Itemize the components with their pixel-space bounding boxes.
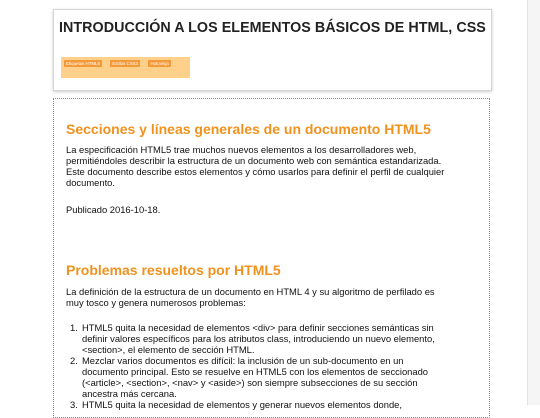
text-line: <section>, el elemento de sección HTML. <box>82 344 255 355</box>
text-line: HTML5 quita la necesidad de elementos y generar nuevos elementos donde, <box>82 399 402 410</box>
list-number: 3. <box>70 399 78 410</box>
text-line: documento. <box>66 177 115 188</box>
published-date: Publicado 2016-10-18. <box>66 204 161 215</box>
nav-bar <box>61 57 190 78</box>
nav-link-third[interactable]: Hotovinja <box>150 61 169 66</box>
page-header <box>53 9 492 91</box>
section2-paragraph <box>66 286 486 308</box>
text-line: La especificación HTML5 trae muchos nuevos elementos a los desarrolladores web, <box>66 144 417 155</box>
list-item <box>66 355 481 399</box>
text-line: La definición de la estructura de un documento en HTML 4 y su algoritmo de perfilado es <box>66 286 435 297</box>
text-line: (<article>, <section>, <nav> y <aside>) son siempre subsecciones de su sección <box>82 377 418 388</box>
text-line: HTML5 quita la necesidad de elementos <div> para definir secciones semánticas sin <box>82 322 434 333</box>
section1-paragraph <box>66 144 486 188</box>
text-line: definir valores específicos para los atributos class, introduciendo un nuevo elemento, <box>82 333 435 344</box>
page-scrollbar[interactable] <box>527 0 540 405</box>
text-line: Mezclar varios documentos es difícil: la inclusión de un sub-documento en un <box>82 355 404 366</box>
list-number: 1. <box>70 322 78 333</box>
text-line: ancestra más cercana. <box>82 388 177 399</box>
nav-link-html5[interactable]: Etiquetas HTML5 <box>66 61 100 66</box>
text-line: Este documento describe estos elementos y cómo usarlos para definir el perfil de cualquier <box>66 166 445 177</box>
section-heading-problemas: Problemas resueltos por HTML5 <box>66 262 281 278</box>
section-heading-secciones: Secciones y líneas generales de un documento HTML5 <box>66 121 431 137</box>
page-title: INTRODUCCIÓN A LOS ELEMENTOS BÁSICOS DE HTML, CSS <box>59 20 486 36</box>
list-item <box>66 322 481 355</box>
nav-link-css3[interactable]: Estilos CSS3 <box>112 61 138 66</box>
list-number: 2. <box>70 355 78 366</box>
problems-list <box>66 322 481 410</box>
text-line: muy tosco y genera numerosos problemas: <box>66 297 246 308</box>
text-line: documento principal. Esto se resuelve en HTML5 con los elementos de seccionado <box>82 366 429 377</box>
article-content <box>53 98 490 418</box>
text-line: permitiéndoles describir la estructura de un documento web con semántica estandarizada. <box>66 155 442 166</box>
